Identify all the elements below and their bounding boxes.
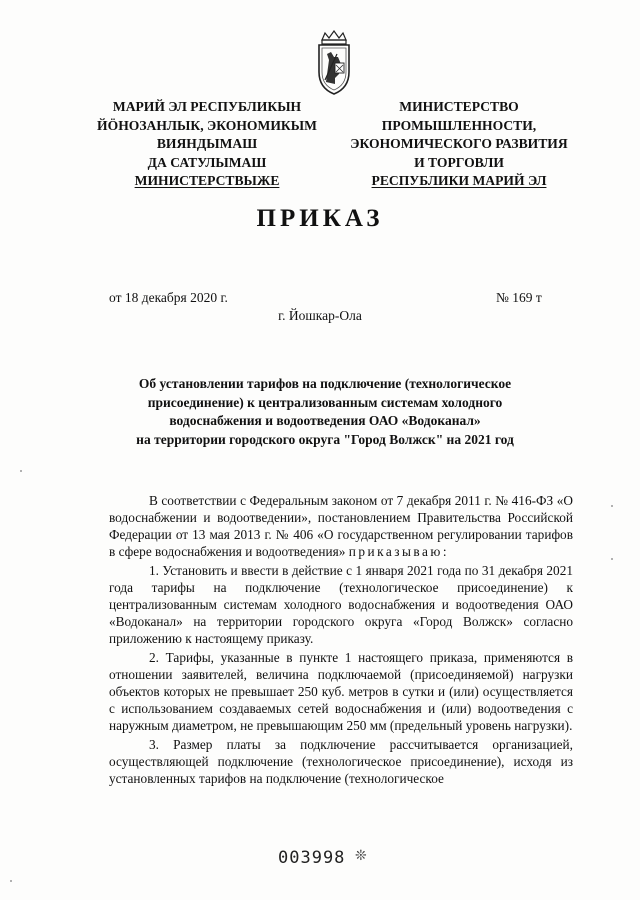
document-body — [109, 492, 573, 789]
header-left-line: ЙӦНОЗАНЛЫК, ЭКОНОМИКЫМ — [97, 117, 317, 133]
subject-line: водоснабжения и водоотведения ОАО «Водоканал» — [169, 413, 481, 429]
order-word: приказываю: — [348, 544, 450, 559]
serial-mark-icon: ❊ — [355, 848, 367, 864]
header-right-line: ПРОМЫШЛЕННОСТИ, — [381, 117, 537, 133]
header-right-block — [334, 98, 584, 191]
scan-speck — [20, 470, 22, 472]
scan-speck — [611, 558, 613, 560]
body-paragraph-2: 2. Тарифы, указанные в пункте 1 настоящего приказа, применяются в отношении заявителей, величина подключаемой (присоединяемой) нагрузки объектов которых не превышает 250 куб. метров в сутки и (или) осуществляется с использованием создаваемых сетей водоснабжения и (или) водоотведения с наружным диаметром, не превышающим 250 мм (предельный уровень нагрузки). — [109, 650, 573, 733]
scan-speck — [10, 880, 12, 882]
subject-line: присоединение) к централизованным системам холодного — [147, 394, 503, 410]
header-left-line: ДА САТУЛЫМАШ — [147, 154, 267, 170]
document-date: от 18 декабря 2020 г. — [109, 290, 228, 305]
body-intro-paragraph — [109, 492, 573, 560]
header-right-line: РЕСПУБЛИКИ МАРИЙ ЭЛ — [371, 173, 547, 189]
header-left-line: ВИЯНДЫМАШ — [156, 136, 258, 152]
subject-line: на территории городского округа "Город Волжск" на 2021 год — [136, 431, 514, 447]
header-right-line: МИНИСТЕРСТВО — [399, 99, 519, 114]
header-left-line: МАРИЙ ЭЛ РЕСПУБЛИКЫН — [112, 99, 302, 114]
subject-line: Об установлении тарифов на подключение (технологическое — [138, 376, 512, 391]
body-intro-text: В соответствии с Федеральным законом от 7 декабря 2011 г. № 416-ФЗ «О водоснабжении и водоотведении», постановлением Правительства Российской Федерации от 13 мая 2013 г. № 406 «О государственном регулировании тарифов в сфере водоснабжения и водоотведения» — [109, 493, 573, 559]
serial-number: 003998 — [278, 848, 346, 868]
header-right-line: И ТОРГОВЛИ — [414, 154, 504, 170]
coat-of-arms-emblem — [313, 30, 355, 96]
scan-speck — [611, 505, 613, 507]
document-title: ПРИКАЗ — [256, 205, 384, 232]
document-city: г. Йошкар-Ола — [278, 308, 362, 323]
body-paragraph-3: 3. Размер платы за подключение рассчитывается организацией, осуществляющей подключение (технологическое присоединение), исходя из установленных тарифов на подключение (технологическое — [109, 737, 573, 786]
document-number: № 169 т — [496, 290, 542, 305]
body-paragraph-1: 1. Установить и ввести в действие с 1 января 2021 года по 31 декабря 2021 года тарифы на подключение (технологическое присоединение) к централизованным системам холодного водоснабжения и водоотведения ОАО «Водоканал» на территории городского округа «Город Волжск» согласно приложению к настоящему приказу. — [109, 563, 573, 646]
header-right-line: ЭКОНОМИЧЕСКОГО РАЗВИТИЯ — [350, 136, 568, 152]
header-left-line: МИНИСТЕРСТВЫЖЕ — [134, 173, 280, 189]
header-left-block — [82, 98, 332, 191]
document-subject — [100, 375, 550, 449]
